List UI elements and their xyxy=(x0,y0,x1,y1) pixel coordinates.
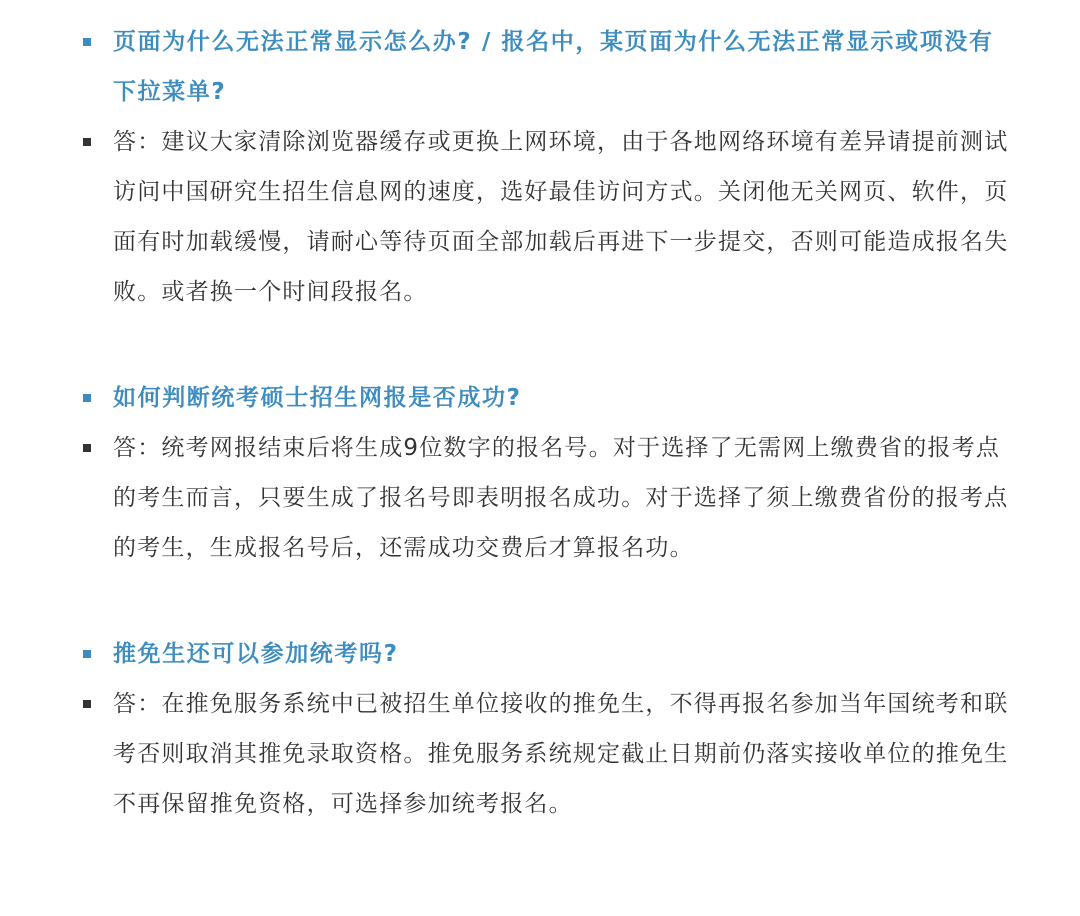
question-text: 如何判断统考硕士招生网报是否成功? xyxy=(113,385,522,411)
answer-text: 答：统考网报结束后将生成9位数字的报名号。对于选择了无需网上缴费省的报考点的考生而言，只要生成了报名号即表明报名成功。对于选择了须上缴费省份的报考点的考生，生成报名号后，还需成功交费后才算报名功。 xyxy=(113,435,1009,561)
answer-text: 答：建议大家清除浏览器缓存或更换上网环境，由于各地网络环境有差异请提前测试访问中国研究生招生信息网的速度，选好最佳访问方式。关闭他无关网页、软件，页面有时加载缓慢，请耐心等待页面全部加载后再进下一步提交，否则可能造成报名失败。或者换一个时间段报名。 xyxy=(113,129,1009,305)
faq-item-display-issue xyxy=(80,17,1010,317)
question-bullet-icon xyxy=(83,38,91,46)
answer-bullet-icon xyxy=(83,444,91,452)
question-text: 页面为什么无法正常显示怎么办? / 报名中，某页面为什么无法正常显示或项没有下拉菜单? xyxy=(113,29,994,105)
answer-text: 答：在推免服务系统中已被招生单位接收的推免生，不得再报名参加当年国统考和联考否则取消其推免录取资格。推免服务系统规定截止日期前仍落实接收单位的推免生不再保留推免资格，可选择参加统考报名。 xyxy=(113,691,1009,817)
faq-answer xyxy=(80,679,1010,829)
faq-answer xyxy=(80,117,1010,317)
faq-question xyxy=(80,373,1010,423)
faq-question xyxy=(80,17,1010,117)
question-bullet-icon xyxy=(83,650,91,658)
answer-bullet-icon xyxy=(83,700,91,708)
question-bullet-icon xyxy=(83,394,91,402)
question-text: 推免生还可以参加统考吗? xyxy=(113,641,399,667)
faq-answer xyxy=(80,423,1010,573)
answer-bullet-icon xyxy=(83,138,91,146)
faq-question xyxy=(80,629,1010,679)
faq-item-recommended-students xyxy=(80,629,1010,829)
faq-item-registration-success xyxy=(80,373,1010,573)
faq-list xyxy=(80,17,1010,829)
